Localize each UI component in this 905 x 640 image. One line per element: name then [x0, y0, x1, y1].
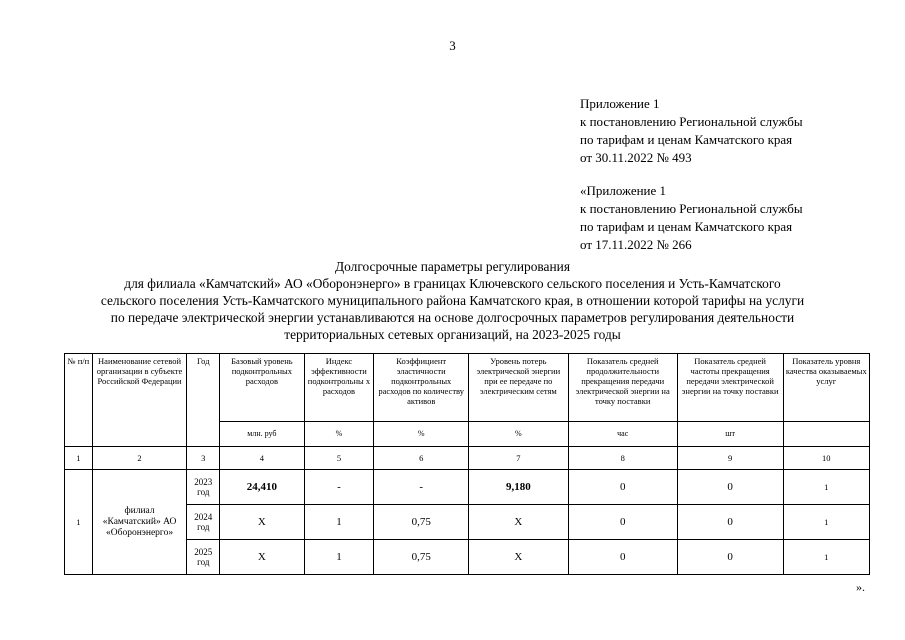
base-cost-cell: 24,410: [220, 470, 304, 505]
row-number-cell: 1: [65, 470, 93, 575]
appendix-line: от 17.11.2022 № 266: [580, 237, 692, 252]
header-cell: Индекс эффективности подконтрольны х расходов: [304, 354, 374, 422]
unit-cell: %: [469, 422, 569, 447]
header-cell: № п/п: [65, 354, 93, 447]
column-number-cell: 7: [469, 447, 569, 470]
unit-cell: млн. руб: [220, 422, 304, 447]
appendix-header-previous: [580, 182, 803, 254]
appendix-line: по тарифам и ценам Камчатского края: [580, 132, 793, 147]
year-cell: 2024 год: [187, 505, 220, 540]
elasticity-cell: 0,75: [374, 540, 469, 575]
organization-cell: филиал «Камчатский» АО «Оборонэнерго»: [92, 470, 187, 575]
quality-cell: 1: [783, 505, 869, 540]
quality-cell: 1: [783, 540, 869, 575]
frequency-cell: 0: [677, 540, 783, 575]
header-cell: Показатель средней частоты прекращения передачи электрической энергии на точку поставки: [677, 354, 783, 422]
column-number-cell: 10: [783, 447, 869, 470]
header-cell: Показатель средней продолжительности прекращения передачи электрической энергии на точку поставки: [568, 354, 677, 422]
title-line: по передаче электрической энергии устанавливаются на основе долгосрочных параметров регулирования деятельности: [110, 310, 795, 325]
unit-cell: %: [304, 422, 374, 447]
losses-cell: Х: [469, 540, 569, 575]
appendix-line: «Приложение 1: [580, 183, 667, 198]
document-title: [45, 258, 860, 343]
duration-cell: 0: [568, 540, 677, 575]
title-line: Долгосрочные параметры регулирования: [335, 259, 570, 274]
column-number-cell: 8: [568, 447, 677, 470]
table-header-row: [65, 354, 870, 422]
unit-cell: %: [374, 422, 469, 447]
efficiency-index-cell: -: [304, 470, 374, 505]
duration-cell: 0: [568, 505, 677, 540]
unit-cell: час: [568, 422, 677, 447]
column-number-cell: 9: [677, 447, 783, 470]
header-cell: Наименование сетевой организации в субъекте Российской Федерации: [92, 354, 187, 447]
column-number-cell: 6: [374, 447, 469, 470]
closing-quote-mark: ».: [856, 580, 865, 594]
column-number-cell: 3: [187, 447, 220, 470]
year-cell: 2025 год: [187, 540, 220, 575]
header-cell: Базовый уровень подконтрольных расходов: [220, 354, 304, 422]
regulation-parameters-table: [64, 353, 870, 575]
unit-cell: [783, 422, 869, 447]
appendix-line: к постановлению Региональной службы: [580, 201, 803, 216]
efficiency-index-cell: 1: [304, 505, 374, 540]
header-cell: Показатель уровня качества оказываемых услуг: [783, 354, 869, 422]
base-cost-cell: Х: [220, 540, 304, 575]
quality-cell: 1: [783, 470, 869, 505]
table-column-number-row: [65, 447, 870, 470]
frequency-cell: 0: [677, 470, 783, 505]
elasticity-cell: -: [374, 470, 469, 505]
unit-cell: шт: [677, 422, 783, 447]
header-cell: Уровень потерь электрической энергии при ее передаче по электрическим сетям: [469, 354, 569, 422]
elasticity-cell: 0,75: [374, 505, 469, 540]
page-number: 3: [449, 38, 456, 53]
title-line: для филиала «Камчатский» АО «Оборонэнерго» в границах Ключевского сельского поселения и Усть-Камчатского: [124, 276, 781, 291]
efficiency-index-cell: 1: [304, 540, 374, 575]
header-cell: Коэффициент эластичности подконтрольных расходов по количеству активов: [374, 354, 469, 422]
table-row: [65, 470, 870, 505]
appendix-line: Приложение 1: [580, 96, 660, 111]
year-cell: 2023 год: [187, 470, 220, 505]
losses-cell: Х: [469, 505, 569, 540]
column-number-cell: 5: [304, 447, 374, 470]
header-cell: Год: [187, 354, 220, 447]
appendix-line: по тарифам и ценам Камчатского края: [580, 219, 793, 234]
title-line: сельского поселения Усть-Камчатского муниципального района Камчатского края, в отношении которой тарифы на услуги: [100, 293, 805, 308]
appendix-line: от 30.11.2022 № 493: [580, 150, 692, 165]
column-number-cell: 2: [92, 447, 187, 470]
losses-cell: 9,180: [469, 470, 569, 505]
duration-cell: 0: [568, 470, 677, 505]
frequency-cell: 0: [677, 505, 783, 540]
column-number-cell: 1: [65, 447, 93, 470]
appendix-header-current: [580, 95, 803, 167]
appendix-line: к постановлению Региональной службы: [580, 114, 803, 129]
title-line: территориальных сетевых организаций, на 2023-2025 годы: [284, 327, 621, 342]
column-number-cell: 4: [220, 447, 304, 470]
base-cost-cell: Х: [220, 505, 304, 540]
